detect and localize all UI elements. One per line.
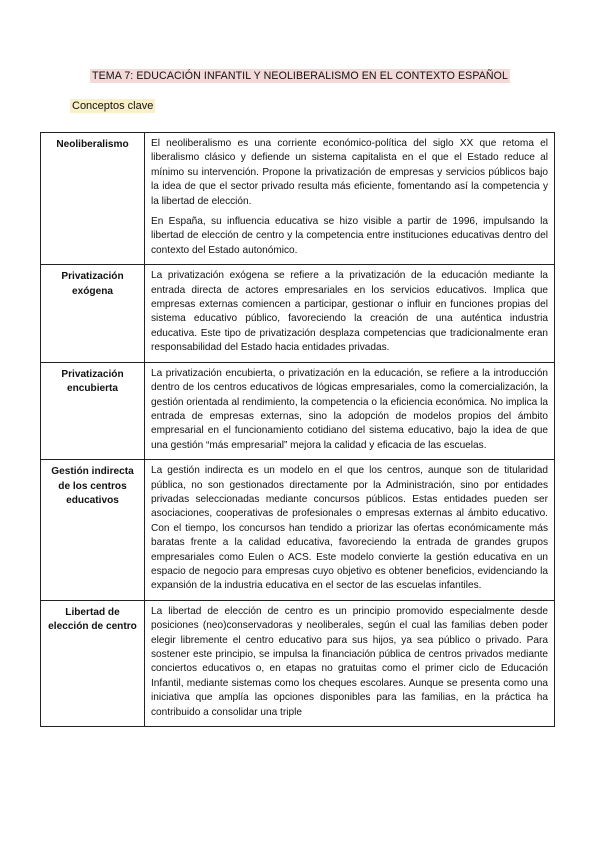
- definition-paragraph: El neoliberalismo es una corriente económico-política del siglo XX que retoma el liberalismo clásico y defiende un sistema capitalista en el que el Estado reduce al mínimo su intervención. Propone la privatización de empresas y servicios públicos bajo la idea de que el sector privado resulta más eficiente, fomentando así la competencia y la libertad de elección.: [151, 138, 548, 207]
- term-cell: Privatización exógena: [41, 265, 145, 362]
- table-row: [41, 265, 555, 362]
- definition-paragraph: La gestión indirecta es un modelo en el que los centros, aunque son de titularidad pública, no son gestionados directamente por la Administración, sino por entidades privadas seleccionadas mediante concursos públicos. Estas entidades pueden ser asociaciones, cooperativas de profesionales o empresas externas al ámbito educativo. Con el tiempo, los concursos han tendido a priorizar las ofertas económicamente más baratas frente a la calidad educativa, favoreciendo la entrada de grandes grupos empresariales como Eulen o ACS. Este modelo convierte la gestión educativa en un espacio de negocio para empresas cuyo objetivo es obtener beneficios, evidenciando la expansión de la industria educativa en el sector de las escuelas infantiles.: [151, 465, 548, 592]
- definition-cell: [145, 362, 555, 459]
- definition-cell: [145, 600, 555, 726]
- term-cell: Gestión indirecta de los centros educativos: [41, 460, 145, 601]
- term-cell: Privatización encubierta: [41, 362, 145, 459]
- table-row: [41, 362, 555, 459]
- definition-cell: [145, 460, 555, 601]
- term-cell: Neoliberalismo: [41, 133, 145, 265]
- concepts-table: [40, 132, 555, 727]
- section-subtitle-text: Conceptos clave: [72, 100, 154, 112]
- table-row: [41, 133, 555, 265]
- table-row: [41, 460, 555, 601]
- definition-paragraph: La privatización exógena se refiere a la privatización de la educación mediante la entrada directa de actores empresariales en los servicios educativos. Implica que empresas externas comiencen a participar, gestionar o influir en funciones propias del sistema educativo público, favoreciendo la creación de una auténtica industria educativa. Este tipo de privatización desplaza competencias que tradicionalmente eran responsabilidad del Estado hacia entidades privadas.: [151, 270, 548, 354]
- definition-cell: [145, 133, 555, 265]
- definition-paragraph: La privatización encubierta, o privatización en la educación, se refiere a la introducción dentro de los centros educativos de lógicas empresariales, como la comercialización, la gestión orientada al rendimiento, la competencia o la eficiencia económica. No implica la entrada de empresas externas, sino la adopción de modelos propios del ámbito empresarial en el funcionamiento cotidiano del sistema educativo, bajo la idea de que una gestión “más empresarial” mejora la calidad y eficacia de las escuelas.: [151, 367, 548, 451]
- term-cell: Libertad de elección de centro: [41, 600, 145, 726]
- definition-cell: [145, 265, 555, 362]
- document-title-text: TEMA 7: EDUCACIÓN INFANTIL Y NEOLIBERALISMO EN EL CONTEXTO ESPAÑOL: [92, 70, 508, 82]
- document-title: [0, 70, 600, 82]
- section-subtitle: [70, 100, 155, 112]
- definition-paragraph: La libertad de elección de centro es un principio promovido especialmente desde posiciones (neo)conservadoras y neoliberales, según el cual las familias deben poder elegir libremente el centro educativo para sus hijos, ya sea público o privado. Para sostener este principio, se impulsa la financiación pública de centros privados mediante conciertos educativos o, en etapas no gratuitas como el primer ciclo de Educación Infantil, mediante sistemas como los cheques escolares. Aunque se presenta como una iniciativa que amplía las opciones disponibles para las familias, en la práctica ha contribuido a consolidar una triple: [151, 605, 548, 718]
- definition-paragraph: En España, su influencia educativa se hizo visible a partir de 1996, impulsando la libertad de elección de centro y la competencia entre instituciones educativas dentro del contexto del Estado autonómico.: [151, 216, 548, 256]
- table-row: [41, 600, 555, 726]
